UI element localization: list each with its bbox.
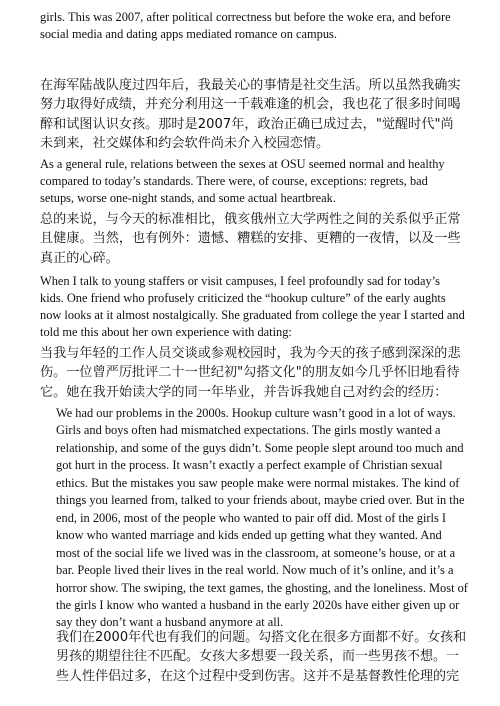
quote-line: 我们在2000年代也有我们的问题。勾搭文化在很多方面都不好。女孩和 bbox=[56, 630, 467, 645]
quote-line: 些人性伴侣过多，在这个过程中受到伤害。这并不是基督教性伦理的完 bbox=[56, 668, 460, 684]
paragraph-english-2: As a general rule, relations between the sexes at OSU seemed normal and healthy compared to today’s standards. There were, of course, exceptions: regrets, bad setups, worse one-night stands, and some actual heartbreak. bbox=[40, 157, 445, 205]
paragraph-english-3: When I talk to young staffers or visit campuses, I feel profoundly sad for today’s kids. One friend who profusely criticized the “hookup culture” of the early aughts now looks at it almost nostalgically. She graduated from college the year I started and told me this about her own experience with dating: bbox=[40, 274, 465, 339]
paragraph-chinese-3: 当我与年轻的工作人员交谈或参观校园时，我为今天的孩子感到深深的悲伤。一位曾严厉批评二十一世纪初"勾搭文化"的朋友如今几乎怀旧地看待它。她在我开始读大学的同一年毕业，并告诉我她自己对约会的经历： bbox=[40, 346, 461, 400]
quote-line: 男孩的期望往往不匹配。女孩大多想要一段关系，而一些男孩不想。一 bbox=[56, 649, 460, 665]
paragraph-chinese-1: 在海军陆战队度过四年后，我最关心的事情是社交生活。所以虽然我确实努力取得好成绩，并充分利用这一千载难逢的机会，我也花了很多时间喝醉和试图认识女孩。那时是2007年，政治正确已成过去，"觉醒时代"尚未到来，社交媒体和约会软件尚未介入校园恋情。 bbox=[40, 78, 461, 151]
block-quote-chinese bbox=[56, 628, 468, 686]
paragraph-english-1: girls. This was 2007, after political correctness but before the woke era, and before social media and dating apps mediated romance on campus. bbox=[40, 10, 451, 41]
block-quote-english: We had our problems in the 2000s. Hookup culture wasn’t good in a lot of ways. Girls and boys often had mismatched expectations. The girls mostly wanted a relationship, and some of the guys didn’t. Some people slept around too much and got hurt in the process. It wasn’t exactly a perfect example of Christian sexual ethics. But the mistakes you saw people make were normal mistakes. The kind of things you learned from, talked to your friends about, maybe cried over. But in the end, in 2006, most of the people who wanted to pair off did. Most of the girls I know who wanted marriage and kids ended up getting what they wanted. And most of the social life we lived was in the classroom, at someone’s house, or at a bar. People lived their lives in the real world. Now much of it’s online, and it’s a horror show. The swiping, the text games, the ghosting, and the loneliness. Most of the girls I know who wanted a husband in the early 2020s have either given up or say they don’t want a husband anymore at all. bbox=[56, 406, 468, 630]
paragraph-chinese-2: 总的来说，与今天的标准相比，俄亥俄州立大学两性之间的关系似乎正常且健康。当然，也有例外：遗憾、糟糕的安排、更糟的一夜情，以及一些真正的心碎。 bbox=[40, 212, 461, 266]
